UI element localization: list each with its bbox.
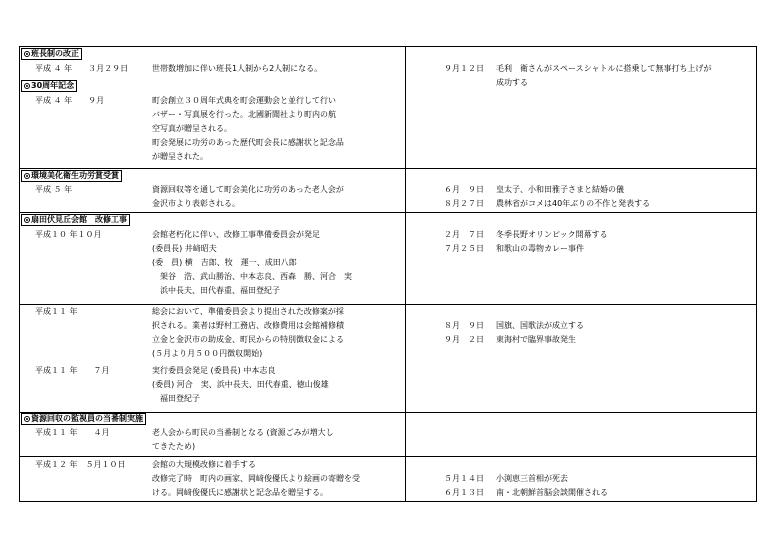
- event-date: ９月 ２日: [444, 335, 484, 344]
- event-date: ９月１２日: [444, 64, 484, 73]
- row-text: 町会発展に功労のあった歴代町会長に感謝状と記念品: [152, 138, 344, 147]
- section-divider: [19, 168, 757, 169]
- section-header: 30周年記念: [21, 80, 77, 92]
- row-text: 世帯数増加に伴い班長1人制から2人制になる。: [152, 64, 323, 73]
- row-text: 浜中長夫、田代春重、福田登紀子: [152, 286, 280, 295]
- row-text: (委 員) 横 吉郎、牧 運一、成田八郎: [152, 258, 297, 267]
- row-text: 資源回収等を通して町会美化に功労のあった老人会が: [152, 185, 344, 194]
- row-date: 平成１１ 年: [35, 307, 78, 316]
- event-text: 冬季長野オリンピック開幕する: [496, 230, 608, 239]
- event-date: ８月２７日: [444, 199, 484, 208]
- event-text: 国旗、国歌法が成立する: [496, 321, 584, 330]
- row-date: 平成１２ 年 ５月１０日: [35, 460, 126, 469]
- event-date: ６月１３日: [444, 488, 484, 497]
- event-date: ６月 ９日: [444, 185, 484, 194]
- row-date: 平成１１ 年 ４月: [35, 428, 110, 437]
- row-text: 架谷 浩、武山勝治、中本志良、西森 勝、河合 実: [152, 272, 352, 281]
- event-text: 毛利 衛さんがスペースシャトルに搭乗して無事打ち上げが: [496, 64, 712, 73]
- row-text: 会館老朽化に伴い、改修工事準備委員会が発足: [152, 230, 320, 239]
- bullet-icon: [24, 173, 30, 179]
- bullet-icon: [24, 217, 30, 223]
- row-text: 立金と金沢市の助成金、町民からの特別徴収金による: [152, 335, 344, 344]
- section-divider: [19, 212, 757, 213]
- bullet-icon: [24, 51, 30, 57]
- row-text: 福田登紀子: [152, 394, 200, 403]
- event-text: 東海村で臨界事故発生: [496, 335, 576, 344]
- section-divider: [19, 304, 757, 305]
- row-text: 択される。業者は野村工務店、改修費用は会館補修積: [152, 321, 344, 330]
- row-text: 改修完了時 町内の画家、岡﨑俊優氏より絵画の寄贈を受: [152, 474, 360, 483]
- bullet-icon: [24, 83, 30, 89]
- row-text: バザー・写真展を行った。北國新聞社より町内の航: [152, 110, 336, 119]
- row-text: 町会創立３０周年式典を町会運動会と並行して行い: [152, 96, 336, 105]
- event-text: 小渕恵三首相が死去: [496, 474, 568, 483]
- event-date: ７月２５日: [444, 244, 484, 253]
- row-text: ける。岡﨑俊優氏に感謝状と記念品を贈呈する。: [152, 488, 328, 497]
- section-header: 班長制の改正: [21, 48, 82, 60]
- row-text: (委員) 河合 実、浜中長夫、田代春重、徳山俊雄: [152, 380, 329, 389]
- row-text: 実行委員会発足 (委員長) 中本志良: [152, 366, 276, 375]
- row-text: 金沢市より表彰される。: [152, 199, 240, 208]
- bullet-icon: [24, 416, 30, 422]
- row-date: 平成１１ 年 ７月: [35, 366, 110, 375]
- section-header: 環境美化衛生功労賞受賞: [21, 170, 122, 182]
- row-text: (５月より月５００円徴収開始): [152, 349, 263, 358]
- row-date: 平成 ４ 年 ９月: [35, 96, 105, 105]
- row-text: が贈呈された。: [152, 152, 208, 161]
- event-text: 成功する: [496, 78, 528, 87]
- event-text: 皇太子、小和田雅子さまと結婚の儀: [496, 185, 624, 194]
- column-divider: [405, 46, 406, 502]
- row-text: 会館の大規模改修に着手する: [152, 460, 256, 469]
- row-text: 老人会から町民の当番制となる (資源ごみが増大し: [152, 428, 334, 437]
- section-header: 扇田伏見丘会館 改修工事: [21, 214, 130, 226]
- event-date: ５月１４日: [444, 474, 484, 483]
- section-divider: [19, 456, 757, 457]
- row-date: 平成１０ 年１０月: [35, 230, 102, 239]
- table-frame: [19, 46, 757, 502]
- event-text: 農林省がコメは40年ぶりの不作と発表する: [496, 199, 651, 208]
- row-text: 空写真が贈呈される。: [152, 124, 232, 133]
- event-date: ８月 ９日: [444, 321, 484, 330]
- event-date: ２月 ７日: [444, 230, 484, 239]
- row-text: てきたため): [152, 442, 196, 451]
- row-text: 総会において、準備委員会より提出された改修案が採: [152, 307, 344, 316]
- event-text: 南・北朝鮮首脳会談開催される: [496, 488, 608, 497]
- row-text: (委員長) 井﨑昭夫: [152, 244, 217, 253]
- row-date: 平成 ４ 年 ３月２９日: [35, 64, 129, 73]
- event-text: 和歌山の毒物カレー事件: [496, 244, 584, 253]
- section-header: 資源回収の監視員の当番制実施: [21, 413, 146, 425]
- row-date: 平成 ５ 年: [35, 185, 73, 194]
